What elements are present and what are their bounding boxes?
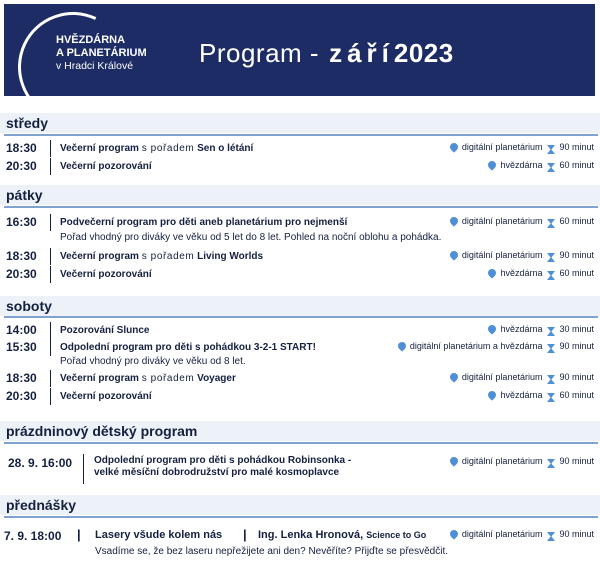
location-pin-icon: [487, 389, 498, 400]
row-meta: digitální planetárium 90 minut: [448, 456, 594, 466]
hourglass-icon: [547, 327, 555, 332]
row-meta: digitální planetárium 90 minut: [448, 250, 594, 260]
hourglass-icon: [547, 393, 555, 398]
hourglass-icon: [547, 459, 555, 464]
row-description: Vsadíme se, že bez laseru nepřežijete ani den? Nevěříte? Přijďte se přesvědčit.: [95, 546, 448, 557]
row-separator: [50, 158, 51, 175]
row-time: 28. 9. 16:00: [8, 456, 73, 470]
row-time: 20:30: [6, 267, 37, 281]
title-year: 2023: [393, 38, 454, 68]
section-sat-title: soboty: [6, 298, 52, 314]
title-month: září: [329, 38, 394, 68]
section-lectures-title: přednášky: [6, 497, 77, 513]
section-divider: [4, 316, 598, 318]
row-meta: digitální planetárium a hvězdárna 90 minut: [396, 341, 594, 351]
row-meta: digitální planetárium 90 minut: [448, 529, 594, 539]
row-time: 20:30: [6, 389, 37, 403]
location-pin-icon: [448, 215, 459, 226]
schedule-row[interactable]: [0, 454, 600, 486]
section-fri-band: [0, 185, 600, 205]
row-separator: [50, 140, 51, 157]
schedule-row[interactable]: [0, 322, 600, 340]
row-time: 18:30: [6, 371, 37, 385]
hourglass-icon: [547, 532, 555, 537]
row-separator: [50, 388, 51, 405]
schedule-row[interactable]: [0, 370, 600, 388]
hourglass-icon: [547, 253, 555, 258]
section-summer-title: prázdninový dětský program: [6, 423, 198, 439]
logo-line-3: v Hradci Králové: [56, 60, 134, 72]
row-program: Večerní program s pořadem Voyager: [60, 373, 236, 384]
row-program: Odpolední program pro děti s pohádkou 3-2-1 START!: [60, 342, 316, 353]
row-program: Večerní program s pořadem Sen o létání: [60, 143, 254, 154]
row-meta: hvězdárna 30 minut: [486, 324, 594, 334]
location-pin-icon: [448, 141, 459, 152]
row-program: Večerní program s pořadem Living Worlds: [60, 251, 264, 262]
row-meta: digitální planetárium 60 minut: [448, 216, 594, 226]
schedule-row[interactable]: [0, 158, 600, 176]
schedule-row[interactable]: [0, 388, 600, 406]
row-meta: hvězdárna 60 minut: [486, 160, 594, 170]
row-description: Pořad vhodný pro diváky ve věku od 8 let.: [60, 356, 246, 367]
hourglass-icon: [547, 271, 555, 276]
row-meta: hvězdárna 60 minut: [486, 390, 594, 400]
row-separator: [50, 339, 51, 356]
location-pin-icon: [448, 528, 459, 539]
row-time: 7. 9. 18:00: [4, 529, 62, 543]
section-divider: [4, 516, 598, 518]
row-separator: [83, 454, 84, 484]
row-time: 18:30: [6, 141, 37, 155]
schedule-row[interactable]: [0, 527, 600, 545]
row-time: 14:00: [6, 323, 37, 337]
row-separator: [50, 370, 51, 387]
row-separator: [50, 214, 51, 231]
hourglass-icon: [547, 145, 555, 150]
lecture-title: Lasery všude kolem nás: [95, 529, 223, 541]
hourglass-icon: [547, 219, 555, 224]
row-program: Večerní pozorování: [60, 269, 152, 280]
row-program: Večerní pozorování: [60, 391, 152, 402]
schedule-row[interactable]: [0, 339, 600, 357]
section-fri-title: pátky: [6, 187, 43, 203]
location-pin-icon: [448, 371, 459, 382]
row-time: 20:30: [6, 159, 37, 173]
schedule-row[interactable]: [0, 214, 600, 232]
location-pin-icon: [396, 340, 407, 351]
section-divider: [4, 442, 598, 444]
logo-line-2: A PLANETÁRIUM: [56, 47, 147, 59]
schedule-row[interactable]: [0, 248, 600, 266]
location-pin-icon: [487, 159, 498, 170]
location-pin-icon: [448, 455, 459, 466]
row-separator: [50, 248, 51, 265]
page-title: [199, 38, 454, 69]
row-time: 15:30: [6, 340, 37, 354]
location-pin-icon: [487, 323, 498, 334]
row-program: Večerní pozorování: [60, 161, 152, 172]
section-wed-title: středy: [6, 115, 49, 131]
row-separator: |: [243, 527, 247, 542]
section-lectures-band: [0, 495, 600, 515]
row-separator: [50, 266, 51, 283]
section-divider: [4, 206, 598, 208]
section-wed-band: [0, 113, 600, 133]
location-pin-icon: [487, 267, 498, 278]
row-program: Pozorování Slunce: [60, 325, 150, 336]
header-banner: [4, 4, 595, 96]
logo[interactable]: [56, 34, 147, 73]
logo-line-1: HVĚZDÁRNA: [56, 34, 126, 46]
row-meta: digitální planetárium 90 minut: [448, 142, 594, 152]
schedule-row[interactable]: [0, 140, 600, 158]
row-time: 18:30: [6, 249, 37, 263]
row-program: Podvečerní program pro děti aneb planetárium pro nejmenší: [60, 217, 348, 228]
row-program: Odpolední program pro děti s pohádkou Robinsonka - velké měsíční dobrodružství pro malé kosmoplavce: [94, 455, 352, 478]
row-separator: [50, 322, 51, 339]
row-time: 16:30: [6, 215, 37, 229]
section-sat-band: [0, 296, 600, 316]
schedule-row[interactable]: [0, 266, 600, 284]
lecture-speaker: Ing. Lenka Hronová, Science to Go: [258, 529, 427, 541]
hourglass-icon: [547, 344, 555, 349]
hourglass-icon: [547, 375, 555, 380]
location-pin-icon: [448, 249, 459, 260]
row-meta: digitální planetárium 90 minut: [448, 372, 594, 382]
title-prefix: Program -: [199, 38, 320, 68]
row-description: Pořad vhodný pro diváky ve věku od 5 let do 8 let. Pohled na noční oblohu a pohádka.: [60, 232, 442, 243]
row-separator: |: [77, 527, 81, 542]
row-meta: hvězdárna 60 minut: [486, 268, 594, 278]
hourglass-icon: [547, 163, 555, 168]
section-divider: [4, 134, 598, 136]
